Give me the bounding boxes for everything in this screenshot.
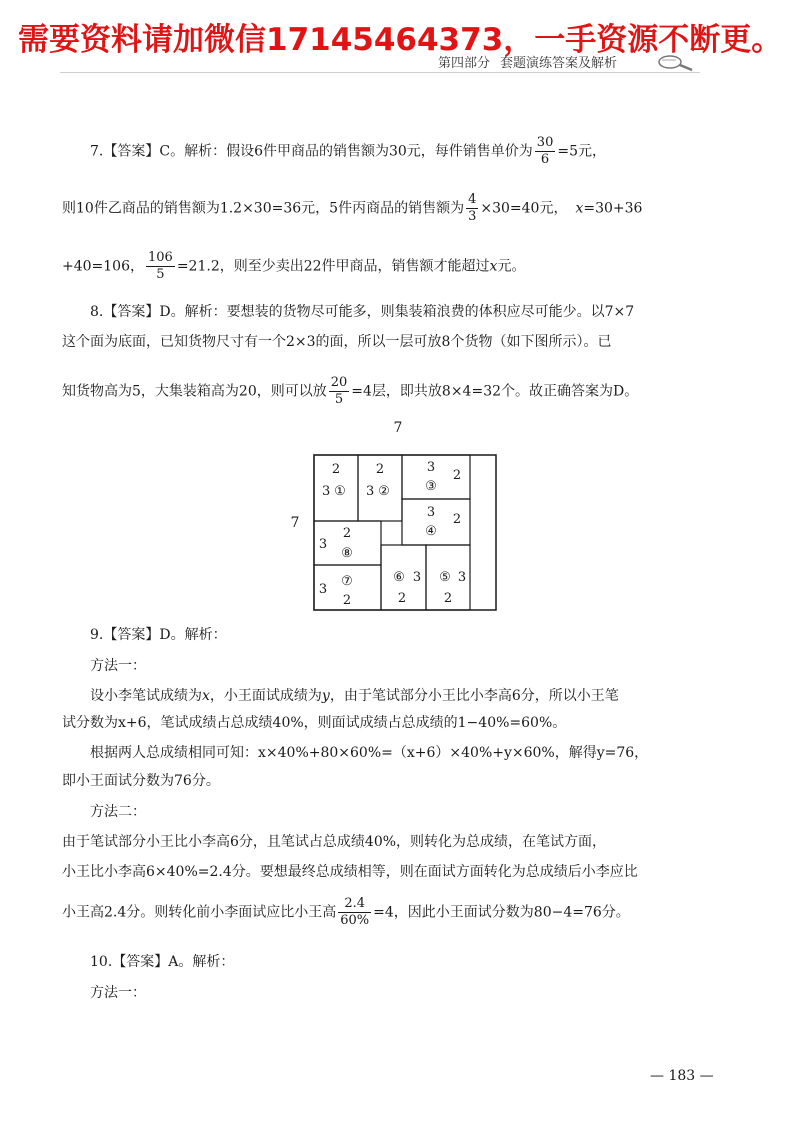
fraction bbox=[535, 135, 556, 168]
fraction-den: 5 bbox=[156, 267, 165, 282]
q9-line-3: 根据两人总成绩相同可知：x×40%+80×60%=（x+6）×40%+y×60%，解得y=76， bbox=[90, 745, 649, 761]
text: =30+36 bbox=[583, 200, 643, 217]
fraction bbox=[466, 192, 478, 225]
q9-heading: 9.【答案】D。解析： bbox=[90, 627, 227, 643]
q8-line-1: 8.【答案】D。解析：要想装的货物尽可能多，则集装箱浪费的体积应尽可能少。以7×7 bbox=[90, 304, 635, 320]
fraction-den: 5 bbox=[334, 392, 344, 407]
q9-line-7 bbox=[62, 896, 702, 929]
text: =4，因此小王面试分数为80−4=76分。 bbox=[373, 904, 630, 921]
box-3-id: ③ bbox=[425, 479, 437, 494]
q9-line-5: 由于笔试部分小王比小李高6分，且笔试占总成绩40%，则转化为总成绩，在笔试方面， bbox=[62, 834, 607, 850]
q9-line-4: 即小王面试分数为76分。 bbox=[62, 773, 220, 789]
page-header bbox=[438, 52, 617, 71]
q9-method-1: 方法一： bbox=[90, 658, 146, 674]
fraction-num: 20 bbox=[330, 375, 348, 390]
q7-line-3 bbox=[62, 250, 702, 283]
box-8-w: 3 bbox=[318, 537, 328, 552]
box-1-id: ① bbox=[334, 484, 346, 499]
box-2-w: 2 bbox=[375, 462, 385, 477]
diagram-top-label: 7 bbox=[393, 420, 403, 436]
q10-heading: 10.【答案】A。解析： bbox=[90, 954, 235, 970]
q8-line-3 bbox=[62, 375, 702, 408]
fraction-den: 6 bbox=[540, 152, 550, 167]
magnifier-icon bbox=[656, 50, 696, 72]
fraction-den: 3 bbox=[468, 209, 477, 224]
var-x: x bbox=[202, 688, 210, 704]
box-6-id: ⑥ bbox=[393, 570, 405, 585]
text: 知货物高为5，大集装箱高为20，则可以放 bbox=[62, 383, 327, 400]
fraction-num: 30 bbox=[536, 135, 554, 150]
box-6-h: 3 bbox=[412, 570, 422, 585]
q7-line-2 bbox=[62, 192, 702, 225]
box-7-h: 2 bbox=[342, 593, 352, 608]
box-8-id: ⑧ bbox=[341, 546, 353, 561]
box-8-h: 2 bbox=[342, 526, 352, 541]
fraction-num: 106 bbox=[148, 250, 173, 265]
fraction bbox=[338, 896, 371, 929]
text: 小王高2.4分。则转化前小李面试应比小王高 bbox=[62, 904, 337, 921]
text: =4层，即共放8×4=32个。故正确答案为D。 bbox=[351, 383, 639, 400]
fraction bbox=[329, 375, 350, 408]
fraction-den: 60% bbox=[340, 913, 370, 928]
q10-method-1: 方法一： bbox=[90, 985, 146, 1001]
box-6-w: 2 bbox=[397, 591, 407, 606]
q9-method-2: 方法二： bbox=[90, 804, 146, 820]
box-1-h: 3 bbox=[322, 484, 331, 499]
box-4-w: 3 bbox=[426, 505, 436, 520]
box-1-w: 2 bbox=[331, 462, 341, 477]
q9-line-6: 小王比小李高6×40%=2.4分。要想最终总成绩相等，则在面试方面转化为总成绩后小李应比 bbox=[62, 864, 638, 880]
box-7-w: 3 bbox=[318, 582, 328, 597]
box-2-h: 3 bbox=[366, 484, 375, 499]
var-x: x bbox=[575, 200, 584, 217]
box-3-w: 3 bbox=[426, 460, 436, 475]
page-number: — 183 — bbox=[650, 1068, 714, 1084]
diagram-left-label: 7 bbox=[290, 515, 300, 531]
box-4-id: ④ bbox=[425, 524, 437, 539]
header-title: 套题演练答案及解析 bbox=[500, 56, 618, 71]
box-5-id: ⑤ bbox=[439, 570, 451, 585]
fraction-num: 2.4 bbox=[338, 896, 371, 913]
text: ，由于笔试部分小王比小李高6分，所以小王笔 bbox=[329, 688, 619, 704]
text: 元。 bbox=[497, 258, 526, 275]
box-3-h: 2 bbox=[452, 468, 462, 483]
var-x: x bbox=[489, 258, 498, 275]
text: ，小王面试成绩为 bbox=[209, 688, 322, 704]
box-5-w: 2 bbox=[443, 591, 453, 606]
text: =5元， bbox=[557, 143, 606, 160]
text: 设小李笔试成绩为 bbox=[90, 688, 202, 704]
box-4-h: 2 bbox=[452, 512, 462, 527]
fraction bbox=[146, 250, 175, 283]
text: 则10件乙商品的销售额为1.2×30=36元，5件丙商品的销售额为 bbox=[62, 200, 465, 217]
box-5-h: 3 bbox=[457, 570, 467, 585]
q7-line-1 bbox=[62, 135, 730, 168]
box-2-id: ② bbox=[378, 484, 390, 499]
q9-line-2: 试分数为x+6，笔试成绩占总成绩40%，则面试成绩占总成绩的1−40%=60%。 bbox=[62, 715, 567, 731]
watermark-banner: 需要资料请加微信17145464373，一手资源不断更。 bbox=[18, 22, 783, 58]
text: =21.2，则至少卖出22件甲商品，销售额才能超过 bbox=[176, 258, 490, 275]
text: ×30=40元， bbox=[480, 200, 568, 217]
q8-line-2: 这个面为底面，已知货物尺寸有一个2×3的面，所以一层可放8个货物（如下图所示）。已 bbox=[62, 334, 612, 350]
var-y: y bbox=[321, 688, 330, 704]
packing-diagram bbox=[280, 415, 500, 615]
box-7-id: ⑦ bbox=[341, 574, 353, 589]
text: 7.【答案】C。解析：假设6件甲商品的销售额为30元，每件销售单价为 bbox=[90, 143, 533, 160]
text: +40=106， bbox=[62, 258, 144, 275]
q9-line-1 bbox=[62, 686, 730, 706]
fraction-num: 4 bbox=[468, 192, 477, 207]
header-part: 第四部分 bbox=[438, 56, 491, 71]
header-rule bbox=[60, 72, 700, 73]
